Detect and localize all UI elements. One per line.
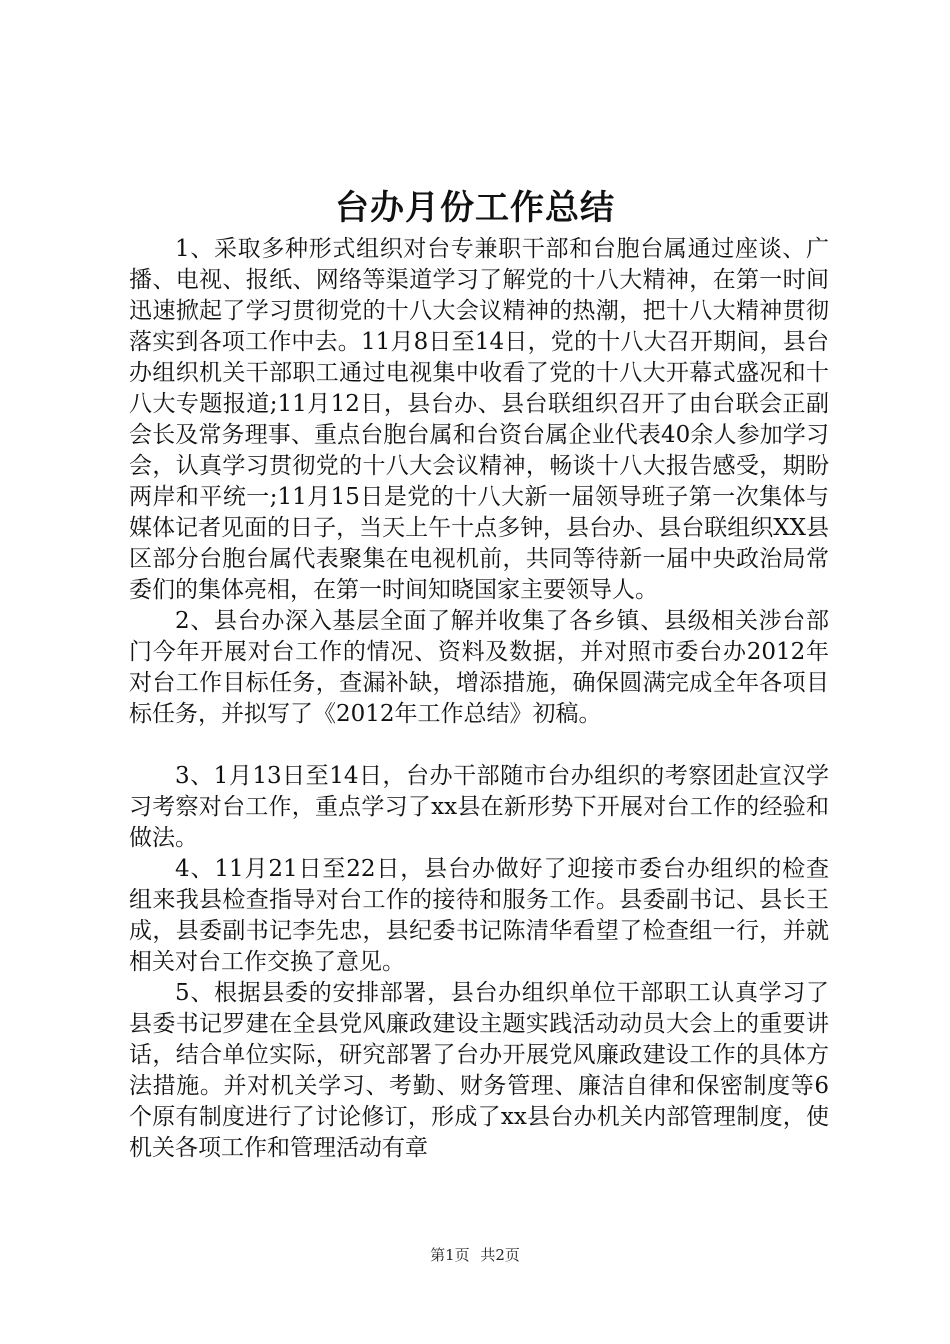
paragraph-4: 4、11月21日至22日，县台办做好了迎接市委台办组织的检查组来我县检查指导对台工作的接待和服务工作。县委副书记、县长王成，县委副书记李先忠，县纪委书记陈清华看望了检查组一行，并就相关对台工作交换了意见。 xyxy=(129,856,829,975)
page-number-total: 共2页 xyxy=(480,1246,520,1264)
page-number-current: 第1页 xyxy=(430,1246,470,1264)
document-title: 台办月份工作总结 xyxy=(335,188,615,228)
paragraph-2: 2、县台办深入基层全面了解并收集了各乡镇、县级相关涉台部门今年开展对台工作的情况、资料及数据，并对照市委台办2012年对台工作目标任务，查漏补缺，增添措施，确保圆满完成全年各项目标任务，并拟写了《2012年工作总结》初稿。 xyxy=(129,608,829,727)
paragraph-5: 5、根据县委的安排部署，县台办组织单位干部职工认真学习了县委书记罗建在全县党风廉政建设主题实践活动动员大会上的重要讲话，结合单位实际，研究部署了台办开展党风廉政建设工作的具体方法措施。并对机关学习、考勤、财务管理、廉洁自律和保密制度等6个原有制度进行了讨论修订，形成了xx县台办机关内部管理制度，使机关各项工作和管理活动有章 xyxy=(129,980,829,1161)
paragraph-1: 1、采取多种形式组织对台专兼职干部和台胞台属通过座谈、广播、电视、报纸、网络等渠道学习了解党的十八大精神，在第一时间迅速掀起了学习贯彻党的十八大会议精神的热潮，把十八大精神贯彻落实到各项工作中去。11月8日至14日，党的十八大召开期间，县台办组织机关干部职工通过电视集中收看了党的十八大开幕式盛况和十八大专题报道;11月12日，县台办、县台联组织召开了由台联会正副会长及常务理事、重点台胞台属和台资台属企业代表40余人参加学习会，认真学习贯彻党的十八大会议精神，畅谈十八大报告感受，期盼两岸和平统一;11月15日是党的十八大新一届领导班子第一次集体与媒体记者见面的日子，当天上午十点多钟，县台办、县台联组织XX县区部分台胞台属代表聚集在电视机前，共同等待新一届中央政治局常委们的集体亮相，在第一时间知晓国家主要领导人。 xyxy=(129,236,829,603)
paragraph-3: 3、1月13日至14日，台办干部随市台办组织的考察团赴宣汉学习考察对台工作，重点学习了xx县在新形势下开展对台工作的经验和做法。 xyxy=(129,763,829,851)
page-footer xyxy=(0,1245,950,1265)
document-body xyxy=(129,234,829,1164)
